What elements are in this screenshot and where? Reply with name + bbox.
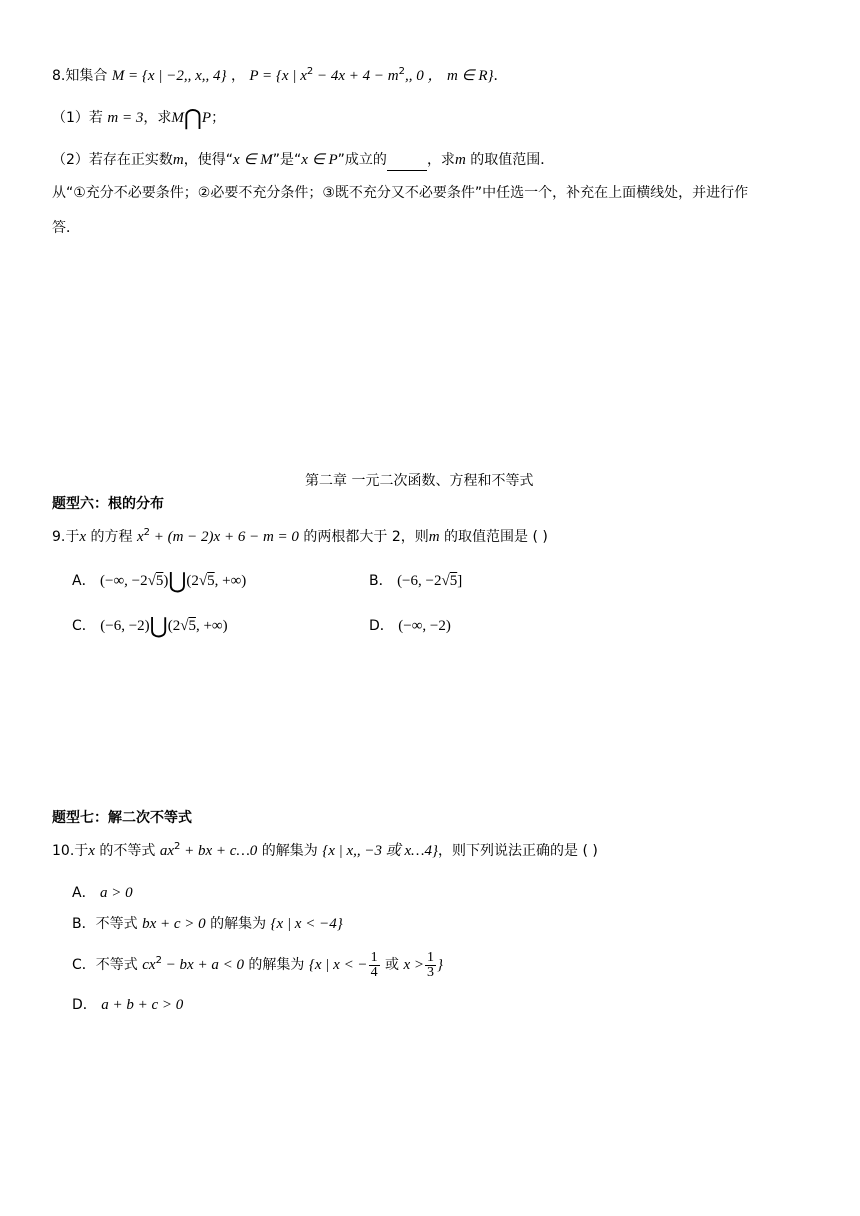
q8-number: 8. <box>52 68 66 84</box>
q9-option-a: A． (−∞, −2√5)⋃(2√5, +∞) <box>72 568 247 593</box>
chapter-title: 第二章 一元二次函数、方程和不等式 <box>305 473 534 489</box>
intersection-symbol: ⋂ <box>183 105 202 130</box>
fraction: $\frac{1}{3}$ <box>427 949 434 980</box>
type7-heading: 题型七：解二次不等式 <box>52 810 192 826</box>
q10-solution-set: {x | x,, −3 或 x…4} <box>322 843 439 859</box>
q10-option-a: A． a > 0 <box>72 885 133 901</box>
union-symbol: ⋃ <box>168 568 187 593</box>
union-symbol: ⋃ <box>149 613 168 638</box>
fraction: $\frac{1}{4}$ <box>370 949 378 980</box>
type6-heading: 题型六：根的分布 <box>52 496 164 512</box>
q8-choose-line1: 从“①充分不必要条件；②必要不充分条件；③既不充分又不必要条件”中任选一个，补充在上面横线处，并进行作 <box>52 185 749 201</box>
q8-intro: 知集合 <box>65 68 108 84</box>
q10-option-d: D． a + b + c > 0 <box>72 997 184 1013</box>
q10-stem: 10.于x 的不等式 $ax^2$ + bx + c…0 的解集为 {x | x,, −3 或 x…4}，则下列说法正确的是 ( ) <box>52 841 598 859</box>
q9-option-d: D． (−∞, −2) <box>369 618 451 634</box>
q8-choose-line2: 答． <box>52 220 80 236</box>
q10-option-c: C．不等式 $cx^2$ − bx + a < 0 的解集为 {x | x < − $\frac{1}{4}$ 或 x > $\frac{1}{3}$ } <box>72 949 443 980</box>
q9-option-c: C． (−6, −2)⋃(2√5, +∞) <box>72 613 228 638</box>
set-p-c: ,, 0 ， <box>404 68 443 84</box>
q9-equation: + (m − 2)x + 6 − m = 0 <box>149 529 299 545</box>
set-m: M = {x | −2,, x,, 4} <box>111 68 227 84</box>
set-p-a: P = {x | x <box>249 68 307 84</box>
answer-blank <box>387 150 427 171</box>
set-p-b: − 4x + 4 − m <box>313 68 399 84</box>
q8-part1: （1）若 m = 3，求M⋂P； <box>52 105 226 130</box>
q8-p1-cond: m = 3 <box>107 110 144 126</box>
q8-part2: （2）若存在正实数m，使得“x ∈ M”是“x ∈ P”成立的 ，求m 的取值范围． <box>52 150 554 171</box>
q10-inequality: + bx + c…0 <box>180 843 258 859</box>
q9-stem: 9.于x 的方程 $x^2 + (m - 2)x + 6 - m = 0$ 的两根都大于 2，则m 的取值范围是 ( ) <box>52 527 548 545</box>
q8-cond: m ∈ R} <box>446 68 494 84</box>
q8-stem: 8.知集合 M = {x | −2,, x,, 4} ， P = {x | $x^2 - 4x + 4 - m^2$,, 0 ， m ∈ R}． <box>52 66 508 84</box>
q9-option-b: B． (−6, −2√5] <box>369 573 463 589</box>
q10-option-b: B．不等式 bx + c > 0 的解集为 {x | x < −4} <box>72 916 343 932</box>
